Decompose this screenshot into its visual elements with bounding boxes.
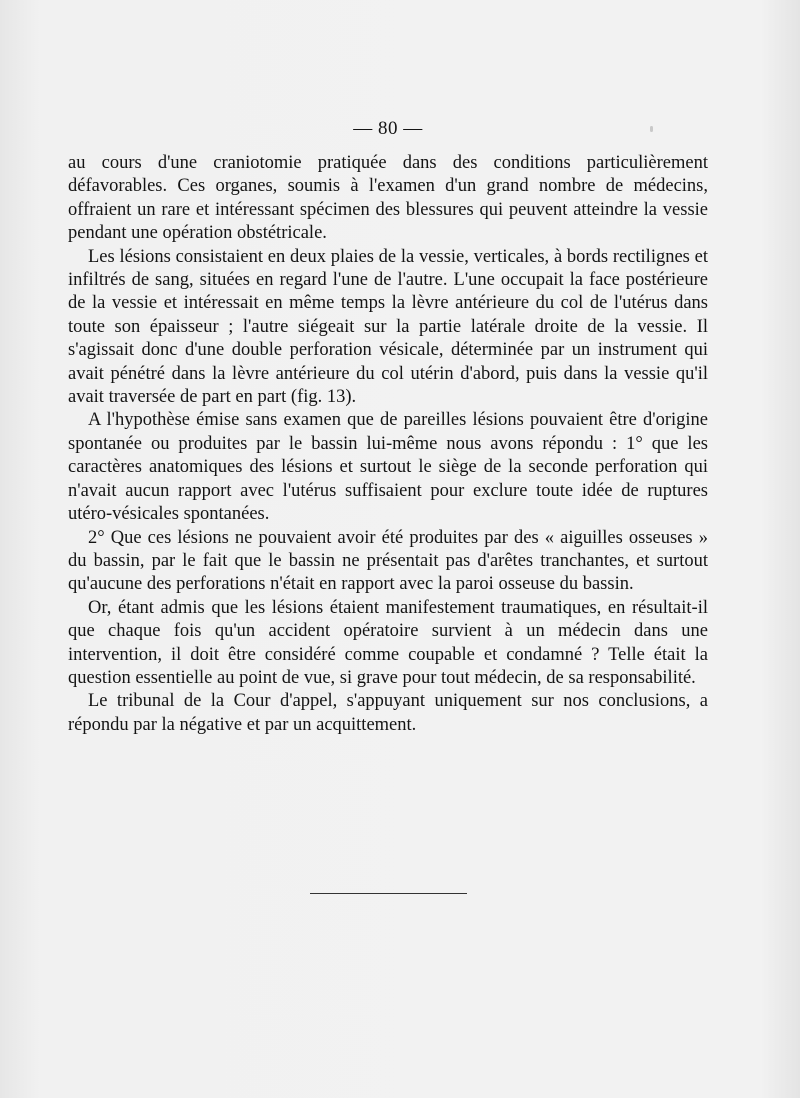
section-end-rule [310, 893, 467, 894]
page-number: — 80 — [353, 118, 423, 139]
paragraph-hypothesis: A l'hypothèse émise sans examen que de pareilles lésions pouvaient être d'origine spontanée ou produites par le bassin lui-même nous avons répondu : 1° que les caractères anatomiques des lésions et surtout le siège de la seconde perforation qui n'avait aucun rapport avec l'utérus suffisaient pour exclure toute idée de ruptures utéro-vésicales spontanées. [68, 410, 708, 525]
paragraph-responsibility: Or, étant admis que les lésions étaient manifestement traumatiques, en résultait-il que chaque fois qu'un accident opératoire survient à un médecin dans une intervention, il doit être considéré comme coupable et condamné ? Telle était la question essentielle au point de vue, si grave pour tout médecin, de sa responsabilité. [68, 597, 708, 688]
paragraph-lesions: Les lésions consistaient en deux plaies de la vessie, verticales, à bords rectilignes et infiltrés de sang, situées en regard l'une de l'autre. L'une occupait la face postérieure de la vessie et intéressait en même temps la lèvre antérieure du col de l'utérus dans toute son épaisseur ; l'autre siégeait sur la partie latérale droite de la vessie. Il s'agissait donc d'une double perforation vésicale, déterminée par un instrument qui avait pénétré dans la lèvre antérieure du col utérin d'abord, puis dans la vessie qu'il avait traversée de part en part (fig. 13). [68, 246, 708, 408]
paragraph-second-point: 2° Que ces lésions ne pouvaient avoir été produites par des « aiguilles osseuses » du bassin, par le fait que le bassin ne présentait pas d'arêtes tranchantes, et surtout qu'aucune des perforations n'était en rapport avec la paroi osseuse du bassin. [68, 527, 708, 595]
paragraph-continued: au cours d'une craniotomie pratiquée dans des conditions particulièrement défavorables. Ces organes, soumis à l'examen d'un grand nombre de médecins, offraient un rare et intéressant spécimen des blessures qui peuvent atteindre la vessie pendant une opération obstétricale. [68, 153, 708, 244]
paragraph-verdict: Le tribunal de la Cour d'appel, s'appuyant uniquement sur nos conclusions, a répondu par la négative et par un acquittement. [68, 691, 708, 735]
body-text [68, 152, 708, 737]
